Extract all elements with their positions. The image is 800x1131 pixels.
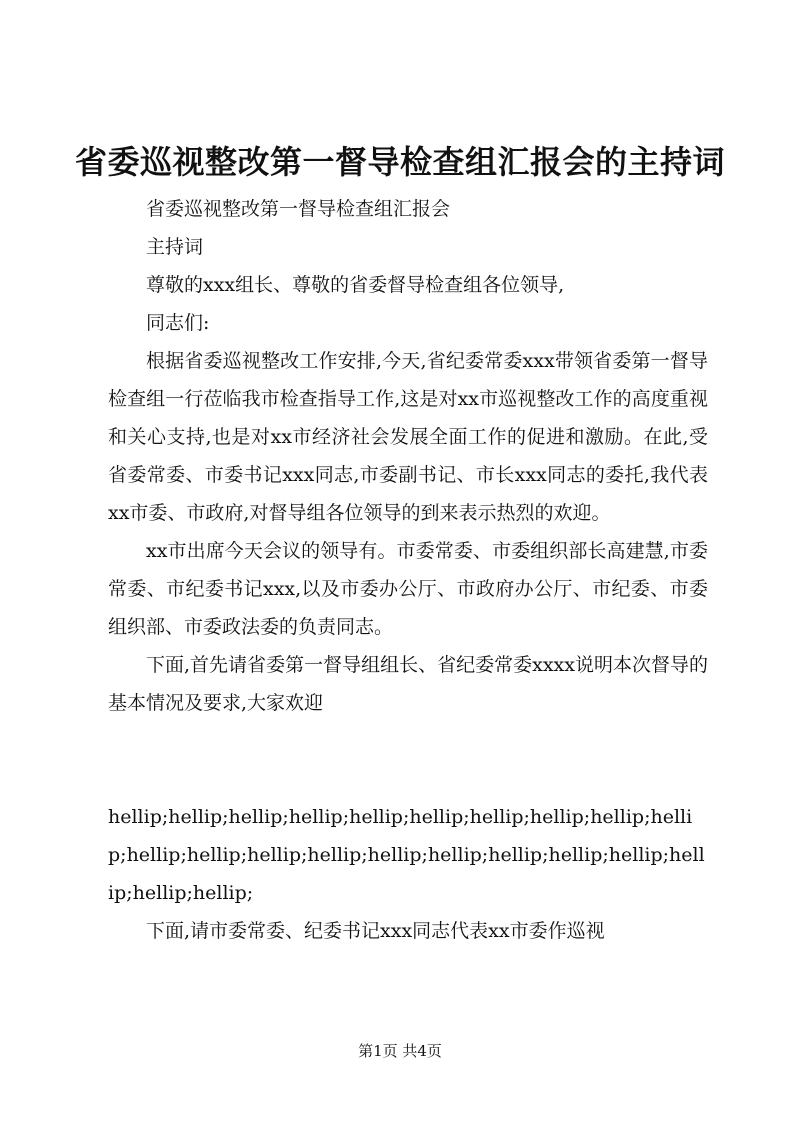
page-number-footer: 第1页 共4页	[358, 1042, 442, 1060]
paragraph-salutation: 尊敬的xxx组长、尊敬的省委督导检查组各位领导,	[146, 274, 565, 296]
paragraph-comrades: 同志们:	[146, 312, 210, 334]
paragraph-next-speaker: 下面,请市委常委、纪委书记xxx同志代表xx市委作巡视	[146, 920, 605, 942]
paragraph-host-speech: 主持词	[146, 236, 204, 258]
paragraph-attendees: xx市出席今天会议的领导有。市委常委、市委组织部长高建慧,市委常委、市纪委书记xxx,以及市委办公厅、市政府办公厅、市纪委、市委组织部、市委政法委的负责同志。	[108, 540, 708, 638]
paragraph-meeting-name: 省委巡视整改第一督导检查组汇报会	[146, 198, 451, 220]
paragraph-welcome: 根据省委巡视整改工作安排,今天,省纪委常委xxx带领省委第一督导检查组一行莅临我市检查指导工作,这是对xx市巡视整改工作的高度重视和关心支持,也是对xx市经济社会发展全面工作的促进和激励。在此,受省委常委、市委书记xxx同志,市委副书记、市长xxx同志的委托,我代表xx市委、市政府,对督导组各位领导的到来表示热烈的欢迎。	[108, 350, 708, 524]
paragraph-ellipsis: hellip;hellip;hellip;hellip;hellip;hellip;hellip;hellip;hellip;hellip;hellip;hellip;hellip;hellip;hellip;hellip;hellip;hellip;hellip;hellip;hellip;hellip;	[108, 806, 705, 904]
document-title: 省委巡视整改第一督导检查组汇报会的主持词	[74, 143, 725, 181]
paragraph-first-speaker: 下面,首先请省委第一督导组组长、省纪委常委xxxx说明本次督导的基本情况及要求,大家欢迎	[108, 654, 708, 714]
document-body	[108, 190, 708, 950]
blank-gap	[108, 722, 708, 798]
